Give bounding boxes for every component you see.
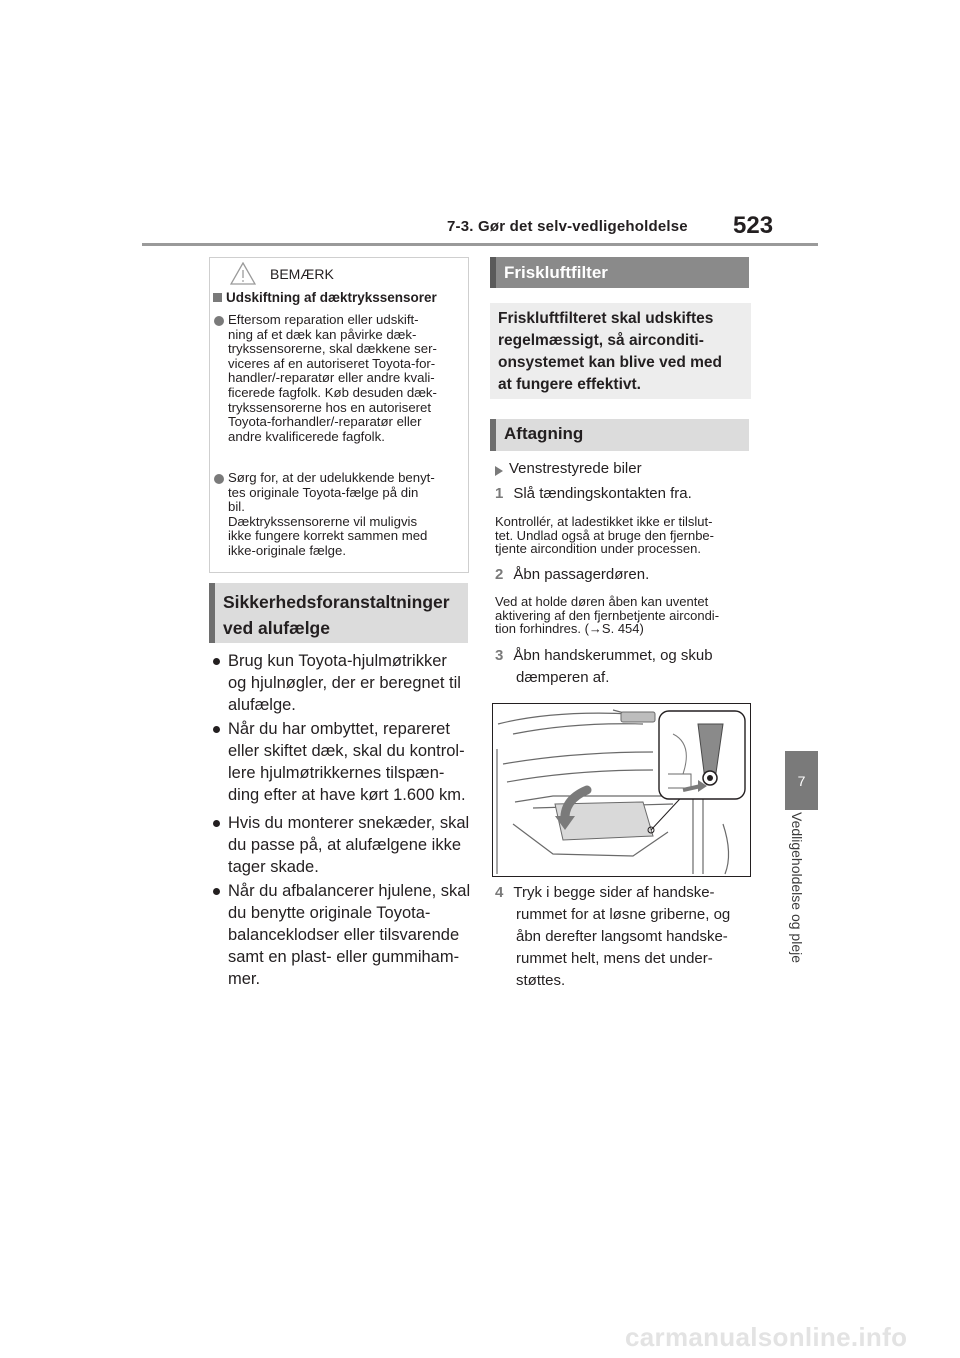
- square-bullet-icon: [213, 293, 222, 302]
- step-1: 1 Slå tændingskontakten fra.: [495, 485, 692, 502]
- chapter-label: Vedligeholdelse og pleje: [789, 812, 805, 964]
- variant-label: Venstrestyrede biler: [509, 460, 642, 477]
- glovebox-drawing: [493, 704, 750, 876]
- glovebox-illustration: [492, 703, 751, 877]
- warning-icon: [230, 262, 256, 285]
- notice-subtitle: Udskiftning af dæktrykssensorer: [213, 291, 437, 306]
- notice-label: BEMÆRK: [270, 265, 334, 282]
- section-heading-safety: Sikkerhedsforanstaltninger ved alufælge: [209, 583, 468, 643]
- bullet-item-1: Brug kun Toyota-hjulmøtrikker og hjulnøgler, der er beregnet til alufælge.: [228, 652, 461, 714]
- triangle-bullet-icon: [495, 463, 503, 481]
- notice-header: [230, 262, 334, 285]
- step-3: 3 Åbn handskerummet, og skub dæmperen af.: [495, 647, 713, 686]
- page-number: 523: [733, 212, 774, 239]
- bullet-item-2: Når du har ombyttet, repareret eller skiftet dæk, skal du kontrol- lere hjulmøtrikkernes tilspæn- ding efter at have kørt 1.600 km.: [228, 720, 466, 804]
- notice-item-1: Eftersom reparation eller udskift- ning af et dæk kan påvirke dæk- trykssensorerne, skal dækkene ser- viceres af en autoriseret Toyota-for- handler/-reparatør eller andre kvali- ficerede fagfolk. Køb desuden dæk- trykssensorerne hos en autoriseret Toyota-forhandler/-reparatør eller andre kvalificerede fagfolk.: [228, 312, 437, 444]
- bullet-dot: [213, 658, 220, 665]
- header-rule: [142, 243, 818, 246]
- intro-box: [490, 303, 751, 399]
- section-heading-removal: Aftagning: [490, 419, 749, 451]
- step-1-note: Kontrollér, at ladestikket ikke er tilslut- tet. Undlad også at bruge den fjernbe- tjente aircondition under processen.: [495, 514, 714, 556]
- bullet-dot: [213, 820, 220, 827]
- chapter-tab: [785, 751, 818, 810]
- section-heading-filter: Friskluftfilter: [490, 257, 749, 288]
- bullet-dot: [213, 726, 220, 733]
- chapter-label-wrap: [783, 812, 807, 992]
- circle-bullet-icon: [214, 474, 224, 484]
- chapter-number: 7: [797, 772, 806, 789]
- watermark: carmanualsonline.info: [625, 1322, 908, 1352]
- circle-bullet-icon: [214, 316, 224, 326]
- notice-box: [209, 257, 469, 573]
- section-header: 7-3. Gør det selv-vedligeholdelse: [447, 218, 688, 235]
- bullet-item-4: Når du afbalancerer hjulene, skal du benytte originale Toyota- balanceklodser eller tilsvarende samt en plast- eller gummiham- mer.: [228, 882, 471, 988]
- step-2: 2 Åbn passagerdøren.: [495, 566, 650, 583]
- bullet-item-3: Hvis du monterer snekæder, skal du passe på, at alufælgene ikke tager skade.: [228, 814, 470, 876]
- step-4: 4 Tryk i begge sider af handske- rummet for at løsne griberne, og åbn derefter langsomt handske- rummet helt, mens det under- støttes.: [495, 884, 731, 989]
- intro-text: Friskluftfilteret skal udskiftes regelmæssigt, så airconditi- onsystemet kan blive ved med at fungere effektivt.: [498, 310, 722, 393]
- notice-item-2: Sørg for, at der udelukkende benyt- tes originale Toyota-fælge på din bil. Dæktrykssensorerne vil muligvis ikke fungere korrekt sammen med ikke-originale fælge.: [228, 470, 435, 558]
- step-2-note: Ved at holde døren åben kan uventet aktivering af den fjernbetjente aircondi- tion forhindres. (→S. 454): [495, 594, 720, 636]
- bullet-dot: [213, 888, 220, 895]
